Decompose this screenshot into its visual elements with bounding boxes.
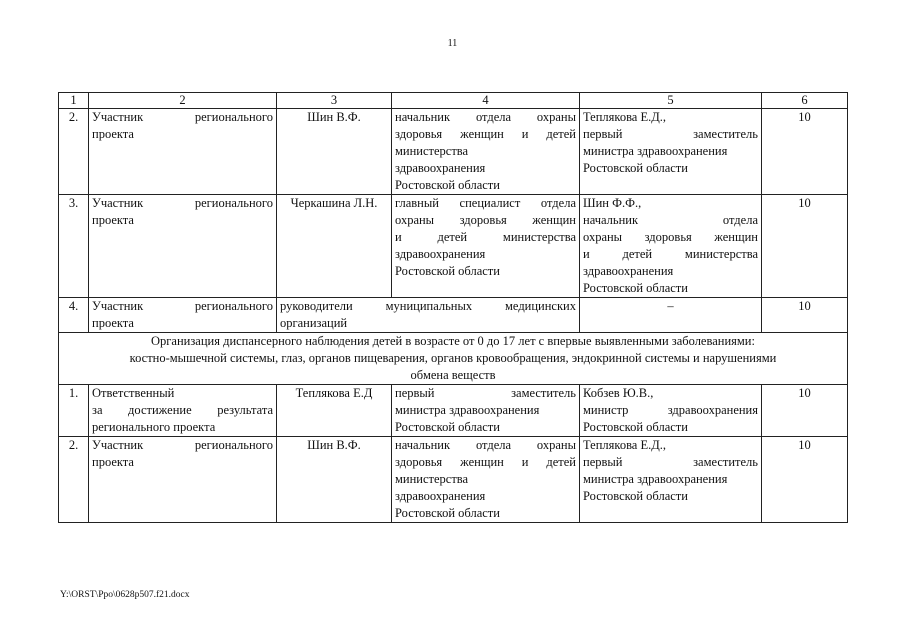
table-row (59, 298, 848, 333)
supervisor-line: министра здравоохранения (583, 144, 728, 158)
position-line: здравоохранения (395, 247, 486, 261)
role-line: Участник регионального (92, 299, 273, 313)
supervisor-line: министр здравоохранения (583, 403, 758, 417)
position-cell (392, 385, 580, 437)
role-line: проекта (92, 316, 134, 330)
position-line: министерства (395, 472, 469, 486)
employment-value: 10 (762, 437, 848, 523)
position-line: министра здравоохранения (395, 403, 540, 417)
employment-value: 10 (762, 109, 848, 195)
role-cell (89, 109, 277, 195)
role-cell (89, 298, 277, 333)
role-line: Ответственный (92, 386, 175, 400)
section-title-line: Организация диспансерного наблюдения детей в возрасте от 0 до 17 лет с впервые выявленными заболеваниями: (151, 334, 755, 348)
supervisor-line: здравоохранения (583, 264, 674, 278)
row-number: 1. (59, 385, 89, 437)
role-line: Участник регионального (92, 438, 273, 452)
person-name: Шин В.Ф. (277, 109, 392, 195)
supervisor-line: первый заместитель (583, 455, 758, 469)
position-line: Ростовской области (395, 264, 500, 278)
header-col-1: 1 (59, 93, 89, 109)
position-line: министерства (395, 144, 469, 158)
person-name: Черкашина Л.Н. (277, 195, 392, 298)
row-number: 2. (59, 109, 89, 195)
row-number: 4. (59, 298, 89, 333)
header-col-2: 2 (89, 93, 277, 109)
supervisor-cell (580, 195, 762, 298)
supervisor-line: Кобзев Ю.В., (583, 386, 654, 400)
position-line: здравоохранения (395, 161, 486, 175)
section-title-line: костно-мышечной системы, глаз, органов пищеварения, органов кровообращения, эндокринной системы и нарушениями (129, 351, 777, 365)
position-cell (392, 109, 580, 195)
footer-file-path: Y:\ORST\Ppo\0628p507.f21.docx (60, 590, 190, 600)
role-line: Участник регионального (92, 110, 273, 124)
position-cell (392, 195, 580, 298)
employment-value: 10 (762, 298, 848, 333)
table-row (59, 437, 848, 523)
position-line: и детей министерства (395, 230, 576, 244)
row-number: 3. (59, 195, 89, 298)
position-line: здравоохранения (395, 489, 486, 503)
role-line: регионального проекта (92, 420, 216, 434)
merged-line: организаций (280, 316, 348, 330)
supervisor-line: Ростовской области (583, 489, 688, 503)
supervisor-line: начальник отдела (583, 213, 758, 227)
supervisor-line: Ростовской области (583, 161, 688, 175)
role-line: проекта (92, 127, 134, 141)
position-line: Ростовской области (395, 420, 500, 434)
role-cell (89, 437, 277, 523)
role-line: за достижение результата (92, 403, 273, 417)
supervisor-line: охраны здоровья женщин (583, 230, 758, 244)
table-row (59, 109, 848, 195)
merged-line: руководители муниципальных медицинских (280, 299, 576, 313)
position-line: начальник отдела охраны (395, 110, 576, 124)
person-name: Теплякова Е.Д (277, 385, 392, 437)
role-line: Участник регионального (92, 196, 273, 210)
supervisor-dash: – (580, 298, 762, 333)
header-col-6: 6 (762, 93, 848, 109)
position-line: главный специалист отдела (395, 196, 576, 210)
position-cell (392, 437, 580, 523)
supervisor-line: Ростовской области (583, 420, 688, 434)
project-participants-table (58, 92, 848, 523)
section-title-line: обмена веществ (410, 368, 496, 382)
position-line: здоровья женщин и детей (395, 127, 576, 141)
supervisor-line: и детей министерства (583, 247, 758, 261)
person-name: Шин В.Ф. (277, 437, 392, 523)
supervisor-line: Теплякова Е.Д., (583, 110, 667, 124)
employment-value: 10 (762, 195, 848, 298)
table-row (59, 195, 848, 298)
position-line: первый заместитель (395, 386, 576, 400)
header-col-3: 3 (277, 93, 392, 109)
supervisor-line: Шин Ф.Ф., (583, 196, 642, 210)
supervisor-line: Теплякова Е.Д., (583, 438, 667, 452)
supervisor-cell (580, 109, 762, 195)
role-line: проекта (92, 455, 134, 469)
supervisor-cell (580, 437, 762, 523)
position-line: здоровья женщин и детей (395, 455, 576, 469)
merged-position-cell (277, 298, 580, 333)
supervisor-line: министра здравоохранения (583, 472, 728, 486)
position-line: Ростовской области (395, 506, 500, 520)
position-line: начальник отдела охраны (395, 438, 576, 452)
section-title (59, 333, 848, 385)
supervisor-line: Ростовской области (583, 281, 688, 295)
header-col-4: 4 (392, 93, 580, 109)
page-number: 11 (447, 38, 458, 49)
supervisor-line: первый заместитель (583, 127, 758, 141)
row-number: 2. (59, 437, 89, 523)
employment-value: 10 (762, 385, 848, 437)
supervisor-cell (580, 385, 762, 437)
position-line: Ростовской области (395, 178, 500, 192)
header-col-5: 5 (580, 93, 762, 109)
section-row (59, 333, 848, 385)
role-cell (89, 195, 277, 298)
role-line: проекта (92, 213, 134, 227)
table-row (59, 385, 848, 437)
role-cell (89, 385, 277, 437)
table-header-row (59, 93, 848, 109)
position-line: охраны здоровья женщин (395, 213, 576, 227)
